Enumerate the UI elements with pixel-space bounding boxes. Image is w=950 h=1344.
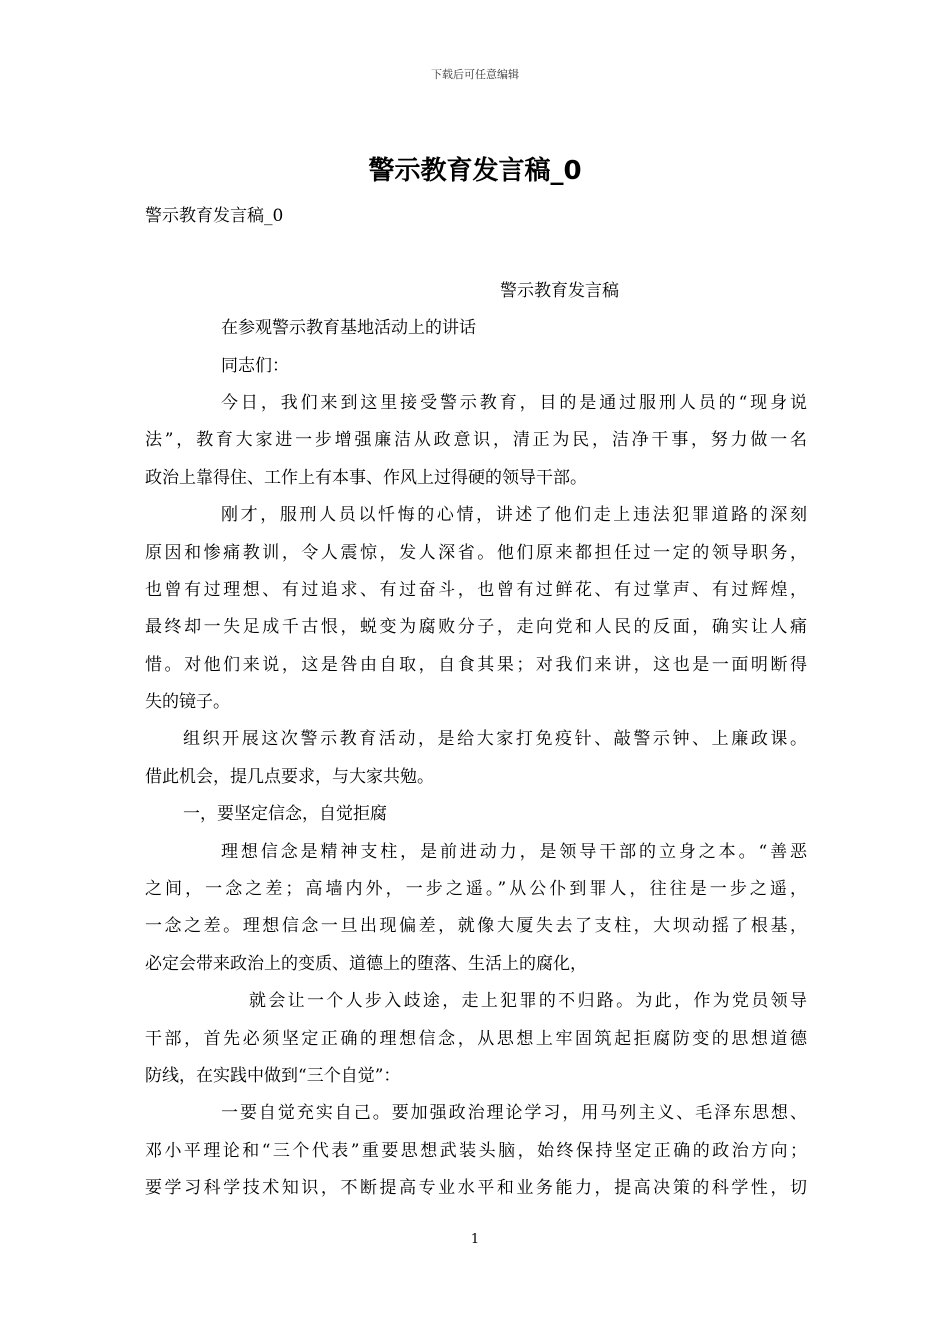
paragraph-line: 刚才，服刑人员以忏悔的心情，讲述了他们走上违法犯罪道路的深刻 xyxy=(221,505,807,526)
paragraph-line: 邓小平理论和“三个代表”重要思想武装头脑，始终保持坚定正确的政治方向； xyxy=(145,1140,807,1161)
section-heading: 一，要坚定信念，自觉拒腐 xyxy=(183,804,387,825)
paragraph-line: 一念之差。理想信念一旦出现偏差，就像大厦失去了支柱，大坝动摇了根基， xyxy=(145,916,807,937)
paragraph-line: 政治上靠得住、工作上有本事、作风上过得硬的领导干部。 xyxy=(145,467,587,488)
page-header-note: 下载后可任意编辑 xyxy=(431,68,519,81)
paragraph-line: 失的镜子。 xyxy=(145,692,230,713)
paragraph-line: 借此机会，提几点要求，与大家共勉。 xyxy=(145,766,434,787)
page-number: 1 xyxy=(470,1232,480,1247)
paragraph-line: 必定会带来政治上的变质、道德上的堕落、生活上的腐化， xyxy=(145,953,587,974)
paragraph-line: 也曾有过理想、有过追求、有过奋斗，也曾有过鲜花、有过掌声、有过辉煌， xyxy=(145,579,807,600)
paragraph-line: 组织开展这次警示教育活动，是给大家打免疫针、敲警示钟、上廉政课。 xyxy=(183,729,807,750)
paragraph-line: 理想信念是精神支柱，是前进动力，是领导干部的立身之本。“善恶 xyxy=(221,841,807,862)
paragraph-line: 今日，我们来到这里接受警示教育，目的是通过服刑人员的“现身说 xyxy=(221,392,807,413)
paragraph-line: 最终却一失足成千古恨，蜕变为腐败分子，走向党和人民的反面，确实让人痛 xyxy=(145,617,807,638)
paragraph-line: 干部，首先必须坚定正确的理想信念，从思想上牢固筑起拒腐防变的思想道德 xyxy=(145,1028,807,1049)
document-body xyxy=(145,198,807,1208)
salutation: 同志们： xyxy=(221,355,289,376)
document-subtitle: 警示教育发言稿_0 xyxy=(145,206,284,226)
paragraph-line: 原因和惨痛教训，令人震惊，发人深省。他们原来都担任过一定的领导职务， xyxy=(145,542,807,563)
speech-heading: 警示教育发言稿 xyxy=(500,280,619,301)
speech-occasion: 在参观警示教育基地活动上的讲话 xyxy=(221,318,476,339)
paragraph-line: 要学习科学技术知识，不断提高专业水平和业务能力，提高决策的科学性，切 xyxy=(145,1178,807,1199)
paragraph-line: 之间，一念之差；高墙内外，一步之遥。”从公仆到罪人，往往是一步之遥， xyxy=(145,879,807,900)
blank-line xyxy=(145,235,807,272)
paragraph-line: 防线，在实践中做到“三个自觉”： xyxy=(145,1065,401,1086)
document-title: 警示教育发言稿_0 xyxy=(368,156,582,186)
paragraph-line: 一要自觉充实自己。要加强政治理论学习，用马列主义、毛泽东思想、 xyxy=(221,1103,807,1124)
paragraph-line: 法”，教育大家进一步增强廉洁从政意识，清正为民，洁净干事，努力做一名 xyxy=(145,430,807,451)
paragraph-line: 就会让一个人步入歧途，走上犯罪的不归路。为此，作为党员领导 xyxy=(249,991,807,1012)
paragraph-line: 惜。对他们来说，这是咎由自取，自食其果；对我们来讲，这也是一面明断得 xyxy=(145,654,807,675)
